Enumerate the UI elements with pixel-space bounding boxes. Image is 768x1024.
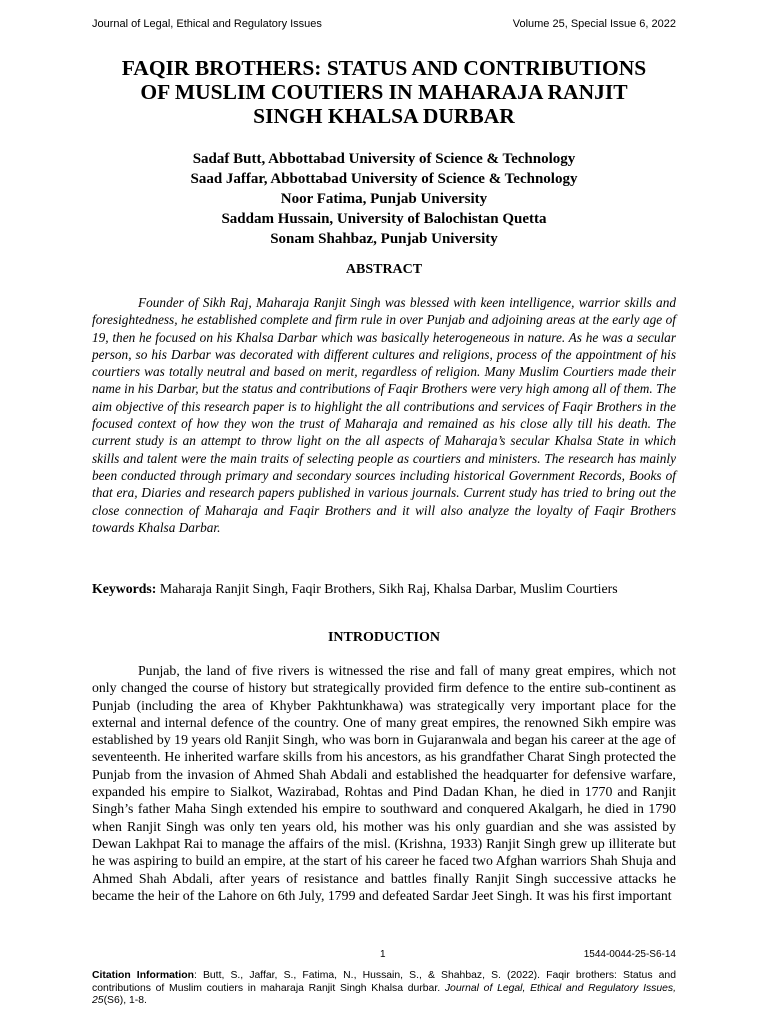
citation-text: : Butt, S., Jaffar, S., Fatima, N., Hussain, S., & Shahbaz, S. (2022). Faqir brothers: Status and contributions of Muslim coutiers in maharaja Ranjit Singh Khalsa durbar. xyxy=(92,970,676,994)
journal-name: Journal of Legal, Ethical and Regulatory Issues xyxy=(92,18,322,30)
keywords-text: Maharaja Ranjit Singh, Faqir Brothers, Sikh Raj, Khalsa Darbar, Muslim Courtiers xyxy=(159,581,618,596)
article-code: 1544-0044-25-S6-14 xyxy=(583,949,676,960)
author-item: Noor Fatima, Punjab University xyxy=(280,191,488,207)
paper-title xyxy=(80,56,688,128)
citation-information xyxy=(92,970,676,1008)
citation-label: Citation Information xyxy=(92,970,194,981)
keywords xyxy=(92,580,676,598)
citation-journal: Journal of Legal, Ethical and Regulatory Issues, 25 xyxy=(92,982,676,1006)
page-number: 1 xyxy=(380,949,386,960)
citation-tail: (S6), 1-8. xyxy=(103,995,147,1006)
introduction-heading: INTRODUCTION xyxy=(327,630,440,645)
title-line-3: SINGH KHALSA DURBAR xyxy=(253,104,515,128)
author-item: Sonam Shahbaz, Punjab University xyxy=(270,231,498,247)
author-item: Saad Jaffar, Abbottabad University of Science & Technology xyxy=(190,171,578,187)
introduction-text: Punjab, the land of five rivers is witnessed the rise and fall of many great empires, which not only changed the course of history but strategically provided firm defence to the entire sub-continent as Punjab (including the area of Khyber Pakhtunkhawa) was strategically very important place for the external and internal defence of the country. One of many great empires, the renowned Sikh empire was established by 19 years old Ranjit Singh, who was born in Gujaranwala and began his career at the age of seventeenth. He inherited warfare skills from his ancestors, as his grandfather Charat Singh protected the Punjab from the invasion of Ahmed Shah Abdali and established the headquarter for defensive warfare, expanded his empire to Sialkot, Wazirabad, Rohtas and Pind Dadan Khan, he died in 1770 and Ranjit Singh’s father Maha Singh extended his empire to southward and conquered Akalgarh, he died in 1790 when Ranjit Singh was only ten years old, his mother was his only guardian and she was assisted by Dewan Lakhpat Rai to manage the affairs of the misl. (Krishna, 1933) Ranjit Singh grew up illiterate but he was aspiring to build an empire, at the start of his career he faced two Afghan warriors Shah Shuja and Ahmed Shah Abdali, after years of resistance and battles finally Ranjit Singh successive attacks he became the heir of the Lahore on 6th July, 1799 and defeated Sardar Jeet Singh. It was his first important xyxy=(92,663,676,903)
author-item: Sadaf Butt, Abbottabad University of Science & Technology xyxy=(192,151,576,167)
keywords-label: Keywords: xyxy=(92,581,157,596)
author-list xyxy=(80,149,688,249)
abstract-text: Founder of Sikh Raj, Maharaja Ranjit Singh was blessed with keen intelligence, warrior skills and foresightedness, he established complete and firm rule in over Punjab and adjoining areas at the early age of 19, then he focused on his Khalsa Darbar which was basically heterogeneous in nature. As he was a secular person, so his Darbar was decorated with different cultures and religions, process of the appointment of his courtiers was totally neutral and based on merit, regardless of religion. Many Muslim Courtiers made their name in his Darbar, but the status and contributions of Faqir Brothers were very high among all of them. The aim objective of this research paper is to highlight the all contributions and services of Faqir Brothers in the focused context of how they won the trust of Maharaja and remained as his close ally till his death. The current study is an attempt to throw light on the all aspects of Maharaja’s secular Khalsa State in which skills and talent were the main traits of selecting people as courtiers and ministers. The research has mainly been conducted through primary and secondary sources including historical Government Records, Books of that era, Diaries and research papers published in various journals. Current study has tried to bring out the close connection of Maharaja and Faqir Brothers and it will also analyze the loyalty of Faqir Brothers towards Khalsa Darbar. xyxy=(92,295,676,535)
volume-info: Volume 25, Special Issue 6, 2022 xyxy=(512,18,676,30)
title-line-2: OF MUSLIM COUTIERS IN MAHARAJA RANJIT xyxy=(140,80,628,104)
author-item: Saddam Hussain, University of Balochistan Quetta xyxy=(221,211,547,227)
abstract-heading: ABSTRACT xyxy=(345,262,423,277)
title-line-1: FAQIR BROTHERS: STATUS AND CONTRIBUTIONS xyxy=(121,56,647,80)
running-header xyxy=(92,18,676,30)
